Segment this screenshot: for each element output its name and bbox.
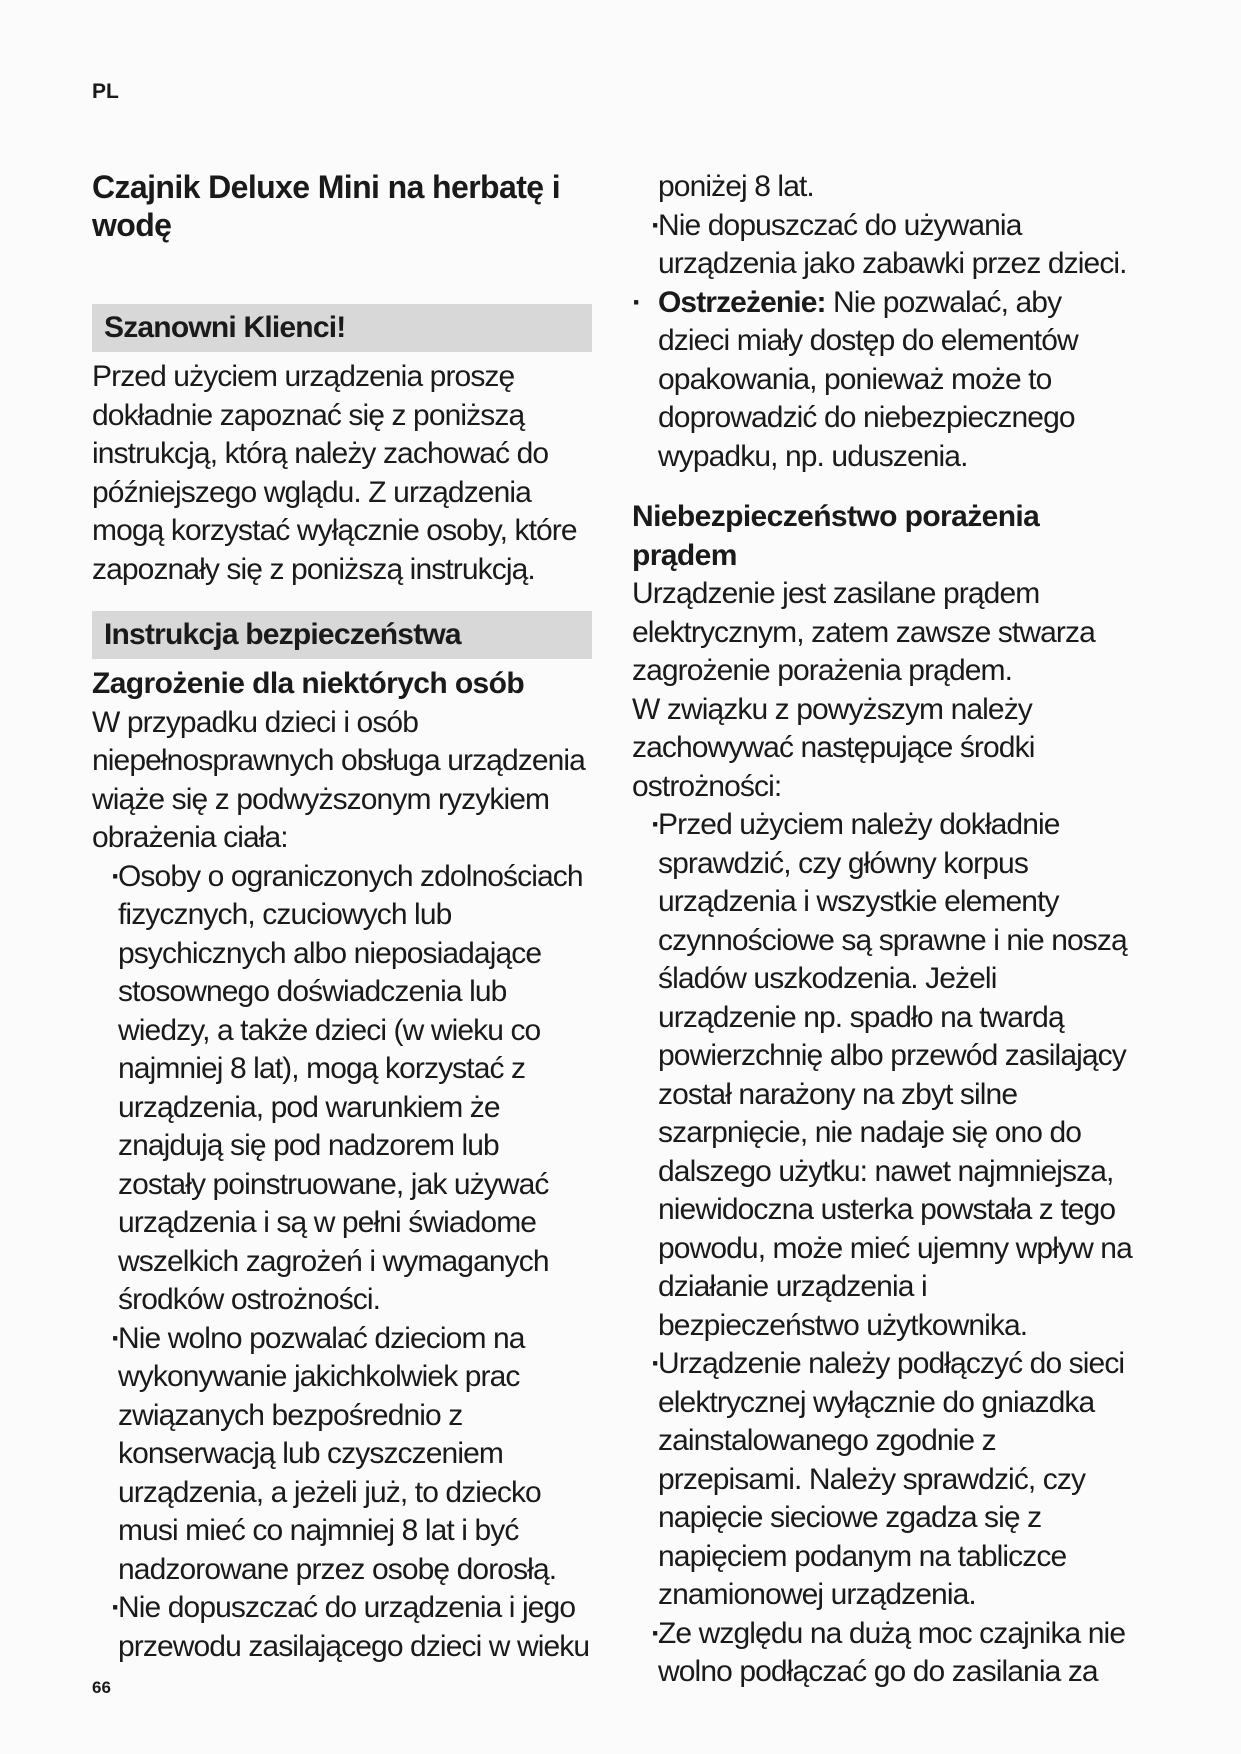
risk-intro-paragraph: W przypadku dzieci i osób niepełnosprawnych obsługa urządzenia wiąże się z podwyższonym ryzykiem obrażenia ciała: — [92, 705, 585, 854]
bullet-text: Przed użyciem należy dokładnie sprawdzić, czy główny korpus urządzenia i wszystkie elementy czynnościowe są sprawne i nie noszą śladów uszkodzenia. Jeżeli urządzenie np. spadło na twardą powierzchnię albo przewód zasilający został narażony na zbyt silne szarpnięcie, nie nadaje się ono do dalszego użytku: nawet najmniejsza, niewidoczna usterka powstała z tego powodu, może mieć ujemny wpływ na działanie urządzenia i bezpieczeństwo użytkownika. — [658, 808, 1132, 1342]
shock-bullet-list — [632, 806, 1132, 1692]
warning-label: Ostrzeżenie: — [658, 285, 826, 319]
bullet-text: Nie dopuszczać do urządzenia i jego przewodu zasilającego dzieci w wieku — [118, 1591, 590, 1663]
bullet-text: Ze względu na dużą moc czajnika nie wolno podłączać go do zasilania za — [658, 1616, 1126, 1688]
language-label: PL — [92, 80, 119, 103]
list-item — [632, 1345, 1132, 1615]
shock-intro-paragraph: Urządzenie jest zasilane prądem elektrycznym, zatem zawsze stwarza zagrożenie porażenia prądem. — [632, 577, 1095, 687]
bullet-text: Nie wolno pozwalać dzieciom na wykonywanie jakichkolwiek prac związanych bezpośrednio z konserwacją lub czyszczeniem urządzenia, a jeżeli już, to dziecko musi mieć co najmniej 8 lat i być nadzorowane przez osobę dorosłą. — [118, 1321, 557, 1586]
list-item — [632, 1615, 1132, 1692]
list-item — [632, 207, 1132, 284]
right-column — [632, 168, 1132, 1692]
list-item — [92, 858, 592, 1320]
list-item — [92, 1589, 592, 1666]
precautions-intro-paragraph: W związku z powyższym należy zachowywać następujące środki ostrożności: — [632, 692, 1035, 803]
section-heading-greeting: Szanowni Klienci! — [92, 304, 592, 352]
bullet-text: Osoby o ograniczonych zdolnościach fizycznych, czuciowych lub psychicznych albo nieposiadające stosownego doświadczenia lub wiedzy, a także dzieci (w wieku co najmniej 8 lat), mogą korzystać z urządzenia, pod warunkiem że znajdują się pod nadzorem lub zostały poinstruowane, jak używać urządzenia i są w pełni świadome wszelkich zagrożeń i wymaganych środków ostrożności. — [118, 859, 583, 1316]
list-item — [632, 806, 1132, 1345]
toy-bullet-list — [632, 207, 1132, 284]
bullet-text: Urządzenie należy podłączyć do sieci elektrycznej wyłącznie do gniazdka zainstalowanego zgodnie z przepisami. Należy sprawdzić, czy napięcie sieciowe zgadza się z napięciem podanym na tabliczce znamionowej urządzenia. — [658, 1347, 1125, 1611]
greeting-paragraph: Przed użyciem urządzenia proszę dokładnie zapoznać się z poniższą instrukcją, którą należy zachować do późniejszego wglądu. Z urządzenia mogą korzystać wyłącznie osoby, które zapoznały się z poniższą instrukcją. — [92, 360, 577, 586]
continued-bullet-text: poniżej 8 lat. — [658, 170, 814, 203]
subheading-electric-shock: Niebezpieczeństwo porażenia prądem — [632, 500, 1040, 572]
section-heading-safety: Instrukcja bezpieczeństwa — [92, 611, 592, 659]
left-column — [92, 168, 592, 1666]
risk-bullet-list — [92, 858, 592, 1667]
warning-text: Nie pozwalać, aby dzieci miały dostęp do elementów opakowania, ponieważ może to doprowadzić do niebezpiecznego wypadku, np. uduszenia. — [658, 285, 1078, 473]
bullet-text: Nie dopuszczać do używania urządzenia jako zabawki przez dzieci. — [658, 208, 1127, 280]
subheading-risk-groups: Zagrożenie dla niektórych osób — [92, 667, 525, 700]
list-item — [92, 1320, 592, 1590]
page-number: 66 — [92, 1678, 111, 1697]
document-title: Czajnik Deluxe Mini na herbatę i wodę — [92, 169, 561, 243]
bullet-icon — [632, 284, 641, 323]
warning-item — [632, 284, 1132, 477]
